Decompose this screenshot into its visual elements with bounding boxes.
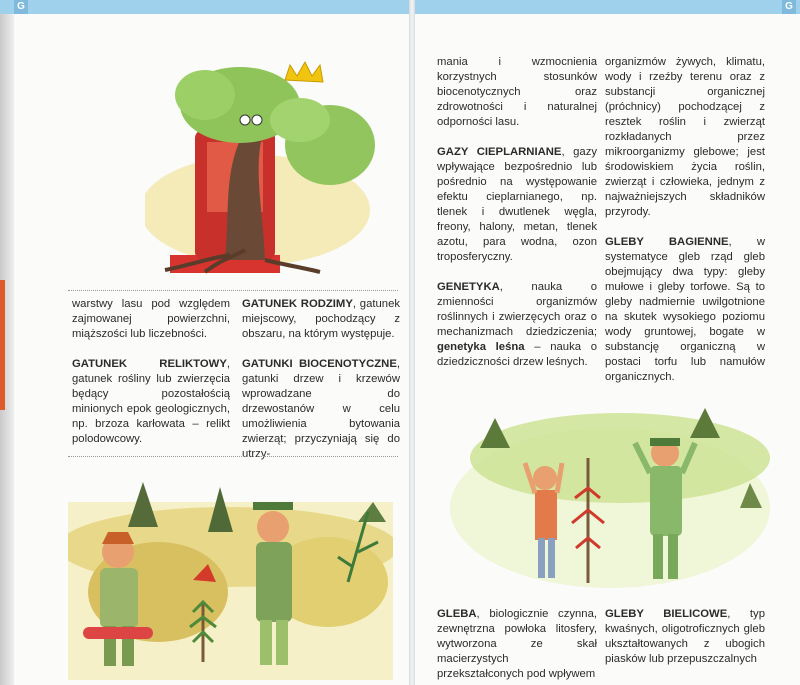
entry-term: GAZY CIEPLARNIANE <box>437 146 562 158</box>
right-column-1 <box>437 55 597 385</box>
entry-term: GATUNEK RELIKTOWY <box>72 358 227 370</box>
section-letter-badge: G <box>782 0 796 14</box>
entry-term: GATUNEK RODZIMY <box>242 298 353 310</box>
top-color-strip <box>0 0 409 14</box>
entry-gleby-bielicowe: GLEBY BIELICOWE, typ kwaśnych, oligotroficznych gleb ukształtowanych z ubogich piasków lub przepuszczalnych <box>605 608 765 665</box>
right-column-2 <box>605 55 765 400</box>
entry-term: GLEBY BIELICOWE <box>605 608 728 620</box>
entry-term: GLEBY BAGIENNE <box>605 236 729 248</box>
entry-continuation: warstwy lasu pod względem zajmowanej powierzchni, miąższości lub liczebności. <box>72 298 230 340</box>
foresters-and-young-tree-illustration <box>450 398 770 593</box>
section-tab <box>0 280 5 410</box>
left-column-2 <box>242 297 400 477</box>
forester-with-chainsaw-illustration <box>68 462 393 680</box>
divider <box>68 456 398 457</box>
right-page <box>415 0 800 685</box>
entry-subterm: genetyka leśna <box>437 341 525 353</box>
left-column-1 <box>72 297 230 462</box>
entry-gazy-cieplarniane: GAZY CIEPLARNIANE, gazy wpływające bezpośrednio lub pośrednio na występowanie efektu cieplarnianego, np. tlenek i dwutlenek węgla, freony, halony, metan, tlenek azotu, para wodna, ozon troposferyczny. <box>437 146 597 263</box>
entry-gatunek-reliktowy: GATUNEK RELIKTOWY, gatunek rośliny lub zwierzęcia będący pozostałością minionych epok geologicznych, np. brzoza karłowata – relikt polodowcowy. <box>72 358 230 445</box>
entry-gatunek-rodzimy: GATUNEK RODZIMY, gatunek miejscowy, pochodzący z obszaru, na którym występuje. <box>242 298 401 340</box>
section-letter-badge: G <box>14 0 28 14</box>
entry-term: GENETYKA <box>437 281 500 293</box>
top-color-strip <box>415 0 800 14</box>
divider <box>68 290 398 291</box>
entry-term: GATUNKI BIOCENOTYCZNE <box>242 358 397 370</box>
right-bottom-column-1 <box>437 607 597 685</box>
tree-king-on-throne-illustration <box>145 60 380 280</box>
entry-continuation: organizmów żywych, klimatu, wody i rzeźby terenu oraz z substancji organicznej (próchnicy) pochodzącej z resztek roślin i zwierząt rozkładanych przez mikroorganizmy glebowe; jest środowiskiem życia roślin, zwierząt i człowieka, jednym z najważniejszych składników przyrody. <box>605 56 765 218</box>
entry-gleby-bagienne: GLEBY BAGIENNE, w systematyce gleb rząd gleb obejmujący dwa typy: gleby mułowe i gleby torfowe. Są to gleby nadmiernie uwilgotnione na skutek wysokiego poziomu wody gruntowej, bogate w substancję organiczną w postaci torfu lub namułów organicznych. <box>605 236 766 383</box>
entry-gleba: GLEBA, biologicznie czynna, zewnętrzna powłoka litosfery, wytworzona ze skał macierzystych przekształconych pod wpływem <box>437 608 597 680</box>
entry-continuation: mania i wzmocnienia korzystnych stosunków biocenotycznych oraz zdrowotności i naturalnej odporności lasu. <box>437 56 597 128</box>
right-bottom-column-2 <box>605 607 765 682</box>
entry-term: GLEBA <box>437 608 477 620</box>
entry-genetyka: GENETYKA, nauka o zmienności organizmów roślinnych i zwierzęcych oraz o mechanizmach dziedziczenia; genetyka leśna – nauka o dziedziczności drzew leśnych. <box>437 281 597 368</box>
entry-gatunki-biocenotyczne: GATUNKI BIOCENOTYCZNE, gatunki drzew i krzewów wprowadzane do drzewostanów w celu umożliwienia bytowania zwierząt; przyczyniają się do utrzy- <box>242 358 400 460</box>
